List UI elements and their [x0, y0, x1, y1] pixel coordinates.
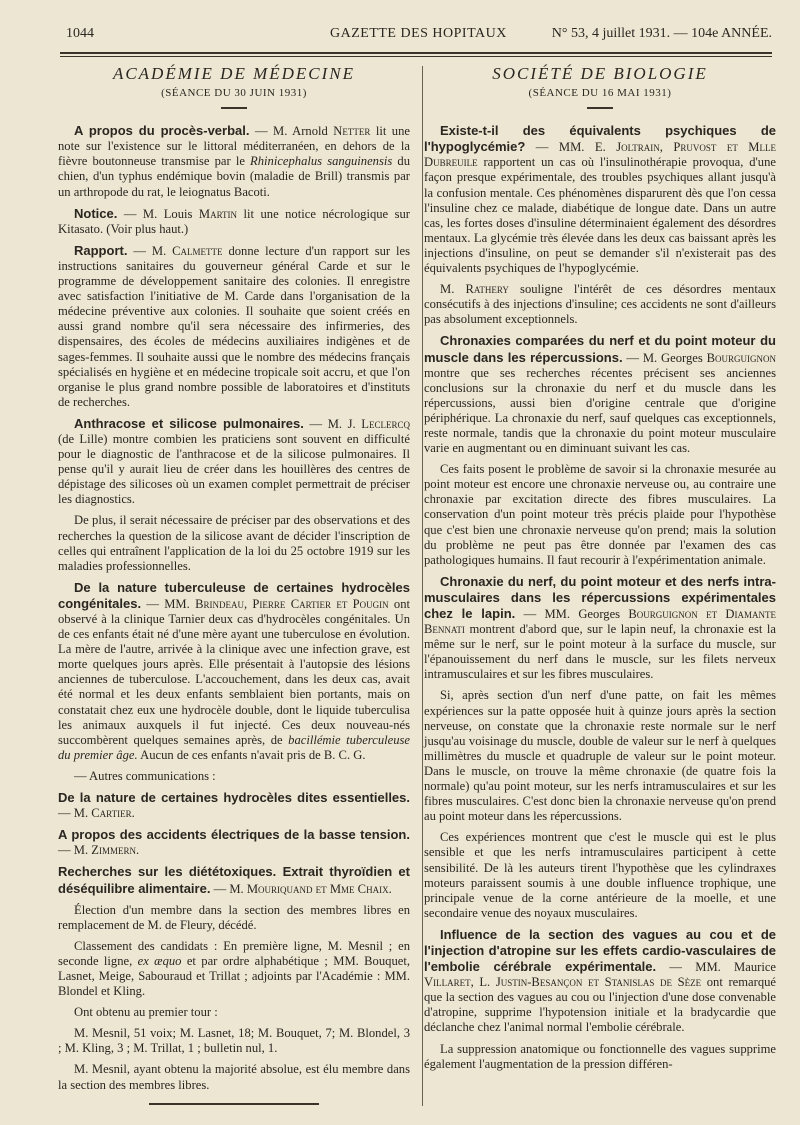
- paragraph-heading: Rapport.: [74, 242, 128, 258]
- paragraph-heading: A propos des accidents électriques de la basse tension.: [58, 827, 410, 843]
- paragraph-rathery: M. Rathery souligne l'intérêt de ces désordres mentaux consécutifs à des injections d'insuline; ces accidents ne sont d'ailleurs pas absolument exceptionnels.: [424, 282, 776, 327]
- session-date: (SÉANCE DU 30 JUIN 1931): [161, 87, 307, 100]
- journal-title: GAZETTE DES HOPITAUX: [330, 26, 507, 41]
- page-number: 1044: [66, 26, 94, 41]
- paragraph-election: Élection d'un membre dans la section des membres libres en remplacement de M. de Fleury, décédé.: [58, 902, 410, 932]
- section-title: ACADÉMIE DE MÉDECINE: [112, 64, 356, 83]
- author-name: Netter: [333, 124, 371, 139]
- author-name: Villaret, L. Justin-Besançon et Stanislas de Sèze: [424, 975, 702, 990]
- author-name: Mouriquand et Mme Chaix.: [246, 881, 392, 896]
- paragraph-autres: — Autres communications :: [74, 768, 216, 783]
- author-name: Rathery: [465, 282, 509, 297]
- paragraph-chronaxies: Chronaxies comparées du nerf et du point moteur du muscle dans les répercussions. — M. Georges Bourguignon montre que ses recherches récentes précisent ses anciennes conclusions sur la chronaxie du nerf et du muscle dans les répercussions, aussi bien d'origine centrale que d'origine périphérique. La chronaxie du nerf, sauf quelques cas exceptionnels, reste normale, tandis que la chronaxie du point moteur musculaire varie en augmentant ou en diminuant suivant les cas.: [424, 333, 776, 456]
- author-name: Calmette: [172, 243, 223, 258]
- header-rule-thin: [60, 56, 772, 57]
- author-name: Bourguignon: [706, 350, 776, 365]
- academie-column: [58, 60, 410, 1105]
- paragraph-vagues: Influence de la section des vagues au cou et de l'injection d'atropine sur les effets cardio-vasculaires de l'embolie cérébrale expérimentale. — MM. Maurice Villaret, L. Justin-Besançon et Stanislas de Sèze ont remarqué que la section des vagues au cou ou l'injection d'une dose convenable d'atropine, supprime l'hypotension initiale et la bradycardie que déclanche chez l'animal normal l'embolie cérébrale.: [424, 926, 776, 1035]
- paragraph-lapin: Chronaxie du nerf, du point moteur et des nerfs intra-musculaires dans les répercussions expérimentales chez le lapin. — MM. Georges Bourguignon et Diamante Bennati montrent d'abord que, sur le lapin neuf, la chronaxie est la même sur le nerf, sur le point moteur à la surface du muscle, sur l'épanouissement du nerf dans le muscle, sur les filets nerveux intramusculaires et sur les fibres musculaires.: [424, 573, 776, 682]
- paragraph-premier-tour: Ont obtenu au premier tour :: [74, 1005, 218, 1020]
- title-rule: [587, 107, 613, 109]
- paragraph-heading: Influence de la section des vagues au cou et de l'injection d'atropine sur les effets cardio-vasculaires de l'embolie cérébrale expérimentale.: [424, 926, 776, 975]
- paragraph-heading: Existe-t-il des équivalents psychiques de l'hypoglycémie?: [424, 123, 776, 155]
- paragraph-silicose: De plus, il serait nécessaire de préciser par des observations et des recherches la question de la silicose avant de décider l'inscription de celles qui entraînent l'application de la loi du 25 octobre 1919 sur les maladies professionnelles.: [58, 513, 410, 573]
- running-header: [60, 26, 772, 46]
- paragraph-accidents-electriques: A propos des accidents électriques de la basse tension. — M. Zimmern.: [58, 827, 410, 858]
- paragraph-section-nerf: Si, après section d'un nerf d'une patte, on fait les mêmes expériences sur la patte opposée huit à quinze jours après la section nerveuse, on constate que la chronaxie reste normale sur le nerf jusqu'au voisinage du muscle, double de valeur sur le nerf à quelques millimètres du muscle et quadruple de valeur sur le point moteur. Dans le muscle, on trouve la même chronaxie (de quatre fois la normale) qu'au point moteur, sur les nerfs intramusculaires et sur les fibres musculaires. C'est donc bien la chronaxie nerveuse qu'on prend au point moteur dans les répercussions.: [424, 688, 776, 824]
- paragraph-hypoglycemie: Existe-t-il des équivalents psychiques de l'hypoglycémie? — MM. E. Joltrain, Pruvost et Mlle Dubreuile rapportent un cas où l'insulinothérapie provoqua, d'une façon presque expérimentale, des troubles psychiques allant jusqu'à la confusion mentale. Ces phénomènes disparurent dès que l'on cessa l'insuline chez ce malade, diabétique de longue date. Dans un autre cas, les fortes doses d'insuline déterminaient également des désordres mentaux. La glycémie très élevée dans les deux cas baissant après les injections d'insuline, on peut se demander s'il n'existerait pas des équivalents psychiques de l'hypoglycémie.: [424, 123, 776, 276]
- paragraph-heading: Notice.: [74, 205, 118, 221]
- paragraph-classement: Classement des candidats : En première ligne, M. Mesnil ; en seconde ligne, ex æquo et par ordre alphabétique ; MM. Bouquet, Lasnet, Meige, Sabouraud et Trillat ; adjoints par l'Académie : MM. Blondel et Kling.: [58, 938, 410, 999]
- paragraph-hydroceles-essentielles: De la nature de certaines hydrocèles dites essentielles. — M. Cartier.: [58, 790, 410, 821]
- session-date: (SÉANCE DU 16 MAI 1931): [528, 87, 672, 100]
- author-name: Joltrain, Pruvost et Mlle Dubreuile: [424, 140, 776, 170]
- paragraph-heading: De la nature tuberculeuse de certaines hydrocèles congénitales.: [58, 579, 410, 611]
- issue-info: N° 53, 4 juillet 1931. — 104e ANNÉE.: [551, 26, 772, 41]
- paragraph-votes: M. Mesnil, 51 voix; M. Lasnet, 18; M. Bouquet, 7; M. Blondel, 3 ; M. Kling, 3 ; M. Trillat, 1 ; bulletin nul, 1.: [58, 1026, 410, 1056]
- author-name: Bourguignon et Diamante Bennati: [424, 607, 776, 637]
- author-name: Leclercq: [361, 416, 410, 431]
- author-name: Cartier.: [91, 806, 135, 821]
- section-title: SOCIÉTÉ DE BIOLOGIE: [492, 64, 708, 83]
- end-rule: [149, 1103, 319, 1105]
- paragraph-heading: Anthracose et silicose pulmonaires.: [74, 415, 304, 431]
- paragraph-proces-verbal: A propos du procès-verbal. — M. Arnold Netter lit une note sur l'existence sur le littoral méditerranéen, en dehors de la fièvre boutonneuse transmise par le Rhinicephalus sanguinensis du chien, d'un typhus endémique bovin (maladie de Brill) transmis par un arthropode du rat, le leiognatus Bacoti.: [58, 123, 410, 199]
- paragraph-rapport: Rapport. — M. Calmette donne lecture d'un rapport sur les instructions sanitaires du gouverneur général Carde et sur le programme de développement sanitaire des colonies. Il enregistre avec satisfaction l'initiative de M. Carde dans l'organisation de la médecine préventive aux colonies. Il souhaite que soient créés en aussi grand nombre qu'il sera nécessaire des infirmeries, des dispensaires, des écoles de médecins auxiliaires indigènes et de sages-femmes. Il souhaite aussi que le nombre des médecins français spécialisés en hygiène et en médecine tropicale soit accru, et que l'on organise le plus grand nombre possible de laboratoires et d'instituts de recherches.: [58, 242, 410, 409]
- paragraph-anthracose: Anthracose et silicose pulmonaires. — M. J. Leclercq (de Lille) montre combien les praticiens sont souvent en difficulté pour le diagnostic de l'anthracose et de la silicose pulmonaires. Il pense qu'il y aurait lieu de créer dans les houillères des centres de dépistage des silicoses où un examen complet permettrait de préciser les diagnostics.: [58, 415, 410, 507]
- author-name: Zimmern.: [91, 843, 140, 858]
- paragraph-notice: Notice. — M. Louis Martin lit une notice nécrologique sur Kitasato. (Voir plus haut.): [58, 205, 410, 236]
- paragraph-heading: A propos du procès-verbal.: [74, 123, 250, 139]
- paragraph-elu: M. Mesnil, ayant obtenu la majorité absolue, est élu membre dans la section des membres libres.: [58, 1062, 410, 1092]
- paragraph-suppression: La suppression anatomique ou fonctionnelle des vagues supprime également l'augmentation de la pression différen-: [424, 1041, 776, 1071]
- title-rule: [221, 107, 247, 109]
- paragraph-experiences: Ces expériences montrent que c'est le muscle qui est le plus sensible et que les nerfs intramusculaires participent à cette sensibilité. De là les auteurs tirent l'hypothèse que les cylindraxes moteurs paraissent soumis à une double influence trophique, une principale venue de la corne antérieure de la moelle, et une secondaire venue des noyaux musculaires.: [424, 830, 776, 920]
- header-rule: [60, 52, 772, 54]
- paragraph-hydroceles: De la nature tuberculeuse de certaines hydrocèles congénitales. — MM. Brindeau, Pierre Cartier et Pougin ont observé à la clinique Tarnier deux cas d'hydrocèles congénitales. Un de ces enfants était né d'une mère ayant une tuberculose en évolution. La mère de l'autre, arrivée à la clinique avec une infection grave, est morte quelques jours après. Elle présentait à l'autopsie des lésions anciennes de tuberculose. L'accouchement, dans les deux cas, avait été normal et les deux enfants semblaient bien portants, mais on constatait chez eux une hydrocèle double, dont le liquide tuberculisa les animaux auxquels il fut injecté. Ces deux nouveau-nés succombèrent quelques semaines après, de bacillémie tuberculeuse du premier âge. Aucun de ces enfants n'avait pris de B. C. G.: [58, 579, 411, 762]
- paragraph-heading: De la nature de certaines hydrocèles dites essentielles.: [58, 790, 410, 806]
- paragraph-heading: Recherches sur les diététoxiques. Extrait thyroïdien et déséquilibre alimentaire.: [58, 864, 410, 896]
- paragraph-heading: Chronaxies comparées du nerf et du point moteur du muscle dans les répercussions.: [424, 333, 776, 365]
- paragraph-dietetoxiques: Recherches sur les diététoxiques. Extrait thyroïdien et déséquilibre alimentaire. — M. Mouriquand et Mme Chaix.: [58, 864, 410, 896]
- author-name: Martin: [198, 206, 238, 221]
- paragraph-heading: Chronaxie du nerf, du point moteur et des nerfs intra-musculaires dans les répercussions expérimentales chez le lapin.: [424, 573, 776, 621]
- author-name: Brindeau, Pierre Cartier et Pougin: [195, 596, 389, 611]
- column-divider: [422, 66, 423, 1106]
- biologie-column: [424, 60, 776, 1078]
- paragraph-probleme: Ces faits posent le problème de savoir si la chronaxie mesurée au point moteur est encore une chronaxie nerveuse ou, au contraire une chronaxie par excitation directe des fibres musculaires. La conservation d'un point moteur très précis plaide pour l'hypothèse que c'est bien une chronaxie nerveuse qu'on prend; mais la solution du problème ne peut pas être donnée par l'examen des cas pathologiques humains. Il faut recourir à l'expérimentation animale.: [424, 462, 776, 567]
